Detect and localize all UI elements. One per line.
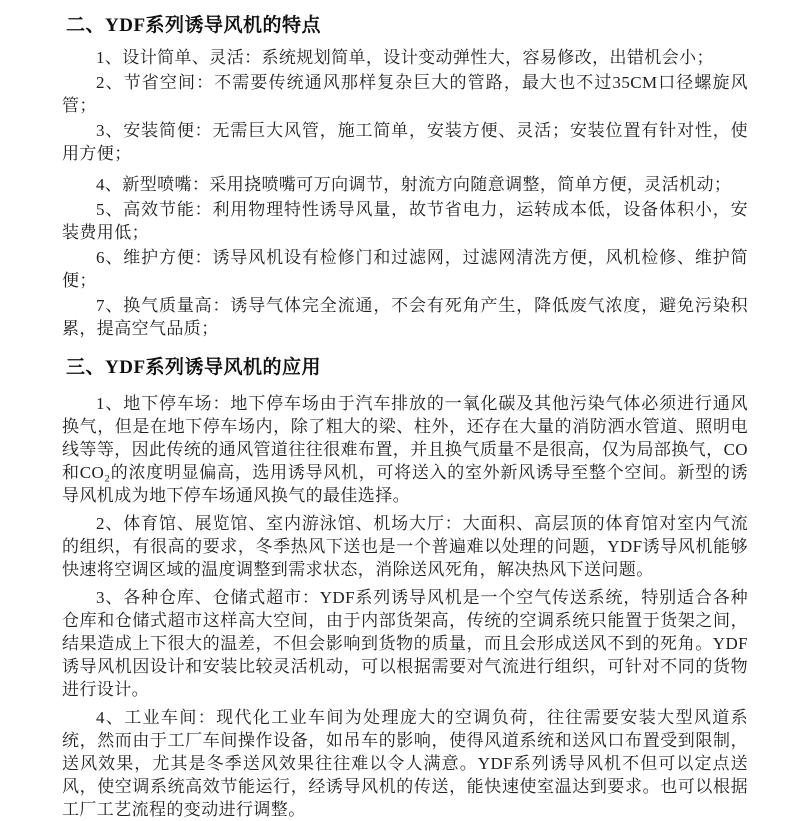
feature-item-2: 2、节省空间：不需要传统通风那样复杂巨大的管路，最大也不过35CM口径螺旋风管；: [62, 73, 748, 115]
application-paragraph-2: 2、体育馆、展览馆、室内游泳馆、机场大厅：大面积、高层顶的体育馆对室内气流的组织，有很高的要求，冬季热风下送也是一个普遍难以处理的问题，YDF诱导风机能够快速将空调区域的温度调整到需求状态，消除送风死角，解决热风下送问题。: [62, 514, 748, 579]
application-paragraph-3: 3、各种仓库、仓储式超市：YDF系列诱导风机是一个空气传送系统，特别适合各种仓库和仓储式超市这样高大空间，由于内部货架高，传统的空调系统只能置于货架之间，结果造成上下很大的温差，不但会影响到货物的质量，而且会形成送风不到的死角。YDF诱导风机因设计和安装比较灵活机动，可以根据需要对气流进行组织，可针对不同的货物进行设计。: [62, 588, 748, 699]
feature-item-3: 3、安装简便：无需巨大风管，施工简单，安装方便、灵活；安装位置有针对性，使用方便；: [62, 121, 748, 163]
features-list: [62, 46, 748, 340]
applications-list: [62, 392, 748, 821]
application-paragraph-4: 4、工业车间：现代化工业车间为处理庞大的空调负荷，往往需要安装大型风道系统，然而由于工厂车间操作设备，如吊车的影响，使得风道系统和送风口布置受到限制，送风效果，尤其是冬季送风效果往往难以令人满意。YDF系列诱导风机不但可以定点送风，使空调系统高效节能运行，经诱导风机的传送，能快速使室温达到要求。也可以根据工厂工艺流程的变动进行调整。: [62, 708, 748, 819]
features-section-heading: 二、YDF系列诱导风机的特点: [66, 15, 322, 36]
features-section: [62, 13, 748, 340]
applications-section-heading: 三、YDF系列诱导风机的应用: [66, 357, 322, 378]
feature-item-7: 7、换气质量高：诱导气体完全流通，不会有死角产生，降低废气浓度，避免污染积累，提高空气品质；: [62, 296, 748, 338]
feature-item-4: 4、新型喷嘴：采用挠喷嘴可万向调节，射流方向随意调整，简单方便，灵活机动；: [96, 175, 732, 194]
feature-item-1: 1、设计简单、灵活：系统规划简单，设计变动弹性大，容易修改，出错机会小；: [96, 48, 714, 67]
application-paragraph-1: 1、地下停车场：地下停车场由于汽车排放的一氧化碳及其他污染气体必须进行通风换气，但是在地下停车场内，除了粗大的梁、柱外，还存在大量的消防洒水管道、照明电线等等，因此传统的通风管道往往很难布置，并且换气质量不是很高，仅为局部换气，CO和CO₂的浓度明显偏高，选用诱导风机，可将送入的室外新风诱导至整个空间。新型的诱导风机成为地下停车场通风换气的最佳选择。: [62, 394, 748, 505]
applications-section: [62, 355, 748, 821]
feature-item-5: 5、高效节能：利用物理特性诱导风量，故节省电力，运转成本低，设备体积小，安装费用低；: [62, 200, 748, 242]
feature-item-6: 6、维护方便：诱导风机设有检修门和过滤网，过滤网清洗方便，风机检修、维护简便；: [62, 248, 748, 290]
